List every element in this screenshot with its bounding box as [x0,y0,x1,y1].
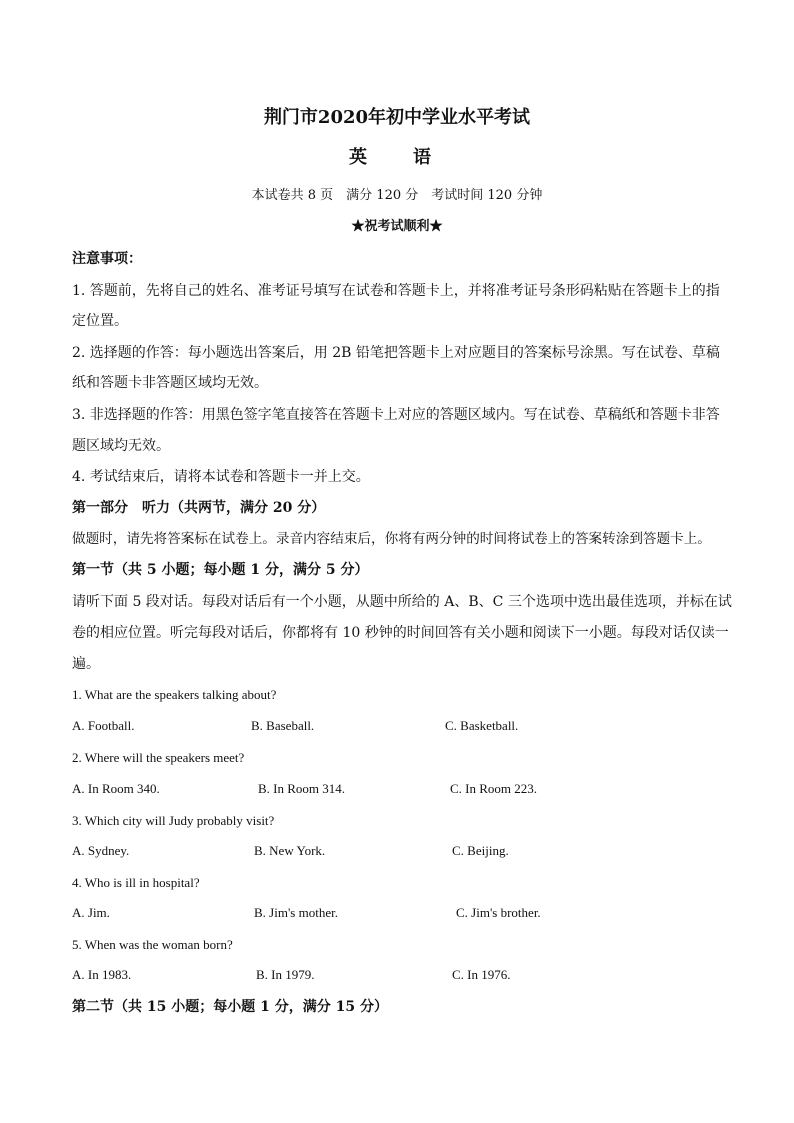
q3-option-c: C. Beijing. [452,843,509,858]
q2-option-a: A. In Room 340. [72,781,160,796]
question-3: 3. Which city will Judy probably visit? [72,813,275,828]
section1-intro: 卷的相应位置。听完每段对话后，你都将有 10 秒钟的时间回答有关小题和阅读下一小题。每段对话仅读一 [72,625,729,641]
exam-title: 荆门市2020年初中学业水平考试 [263,107,531,128]
subject-title: 英 语 [349,147,445,168]
section2-heading: 第二节（共 15 小题；每小题 1 分，满分 15 分） [72,999,388,1015]
notice-line: 纸和答题卡非答题区域均无效。 [72,375,268,391]
notice-line: 1. 答题前，先将自己的姓名、准考证号填写在试卷和答题卡上，并将准考证号条形码粘贴在答题卡上的指 [72,283,720,299]
q2-option-b: B. In Room 314. [258,781,346,796]
q4-option-b: B. Jim's mother. [254,905,338,920]
question-2: 2. Where will the speakers meet? [72,750,245,765]
good-luck-banner: ★祝考试顺利★ [351,219,443,234]
notice-line: 题区域均无效。 [72,438,170,454]
question-5: 5. When was the woman born? [72,937,233,952]
q2-option-c: C. In Room 223. [450,781,538,796]
question-1: 1. What are the speakers talking about? [72,687,277,702]
q5-option-c: C. In 1976. [452,967,511,982]
q1-option-a: A. Football. [72,718,135,733]
section1-intro: 遍。 [72,656,100,672]
q1-option-b: B. Baseball. [251,718,315,733]
section1-intro: 请听下面 5 段对话。每段对话后有一个小题，从题中所给的 A、B、C 三个选项中选出最佳选项，并标在试 [72,594,732,610]
notice-heading: 注意事项： [72,251,142,267]
q4-option-a: A. Jim. [72,905,110,920]
exam-info: 本试卷共 8 页 满分 120 分 考试时间 120 分钟 [251,188,543,203]
part1-heading: 第一部分 听力（共两节，满分 20 分） [72,500,326,516]
q1-option-c: C. Basketball. [445,718,519,733]
q4-option-c: C. Jim's brother. [456,905,541,920]
section1-heading: 第一节（共 5 小题；每小题 1 分，满分 5 分） [72,562,369,578]
notice-line: 4. 考试结束后，请将本试卷和答题卡一并上交。 [72,469,370,485]
part1-intro: 做题时，请先将答案标在试卷上。录音内容结束后，你将有两分钟的时间将试卷上的答案转涂到答题卡上。 [72,531,711,547]
question-4: 4. Who is ill in hospital? [72,875,200,890]
notice-line: 2. 选择题的作答：每小题选出答案后，用 2B 铅笔把答题卡上对应题目的答案标号涂黑。写在试卷、草稿 [72,345,720,361]
q3-option-b: B. New York. [254,843,326,858]
q3-option-a: A. Sydney. [72,843,130,858]
q5-option-b: B. In 1979. [256,967,315,982]
notice-line: 定位置。 [72,313,128,329]
q5-option-a: A. In 1983. [72,967,132,982]
notice-line: 3. 非选择题的作答：用黑色签字笔直接答在答题卡上对应的答题区域内。写在试卷、草稿纸和答题卡非答 [72,407,720,423]
